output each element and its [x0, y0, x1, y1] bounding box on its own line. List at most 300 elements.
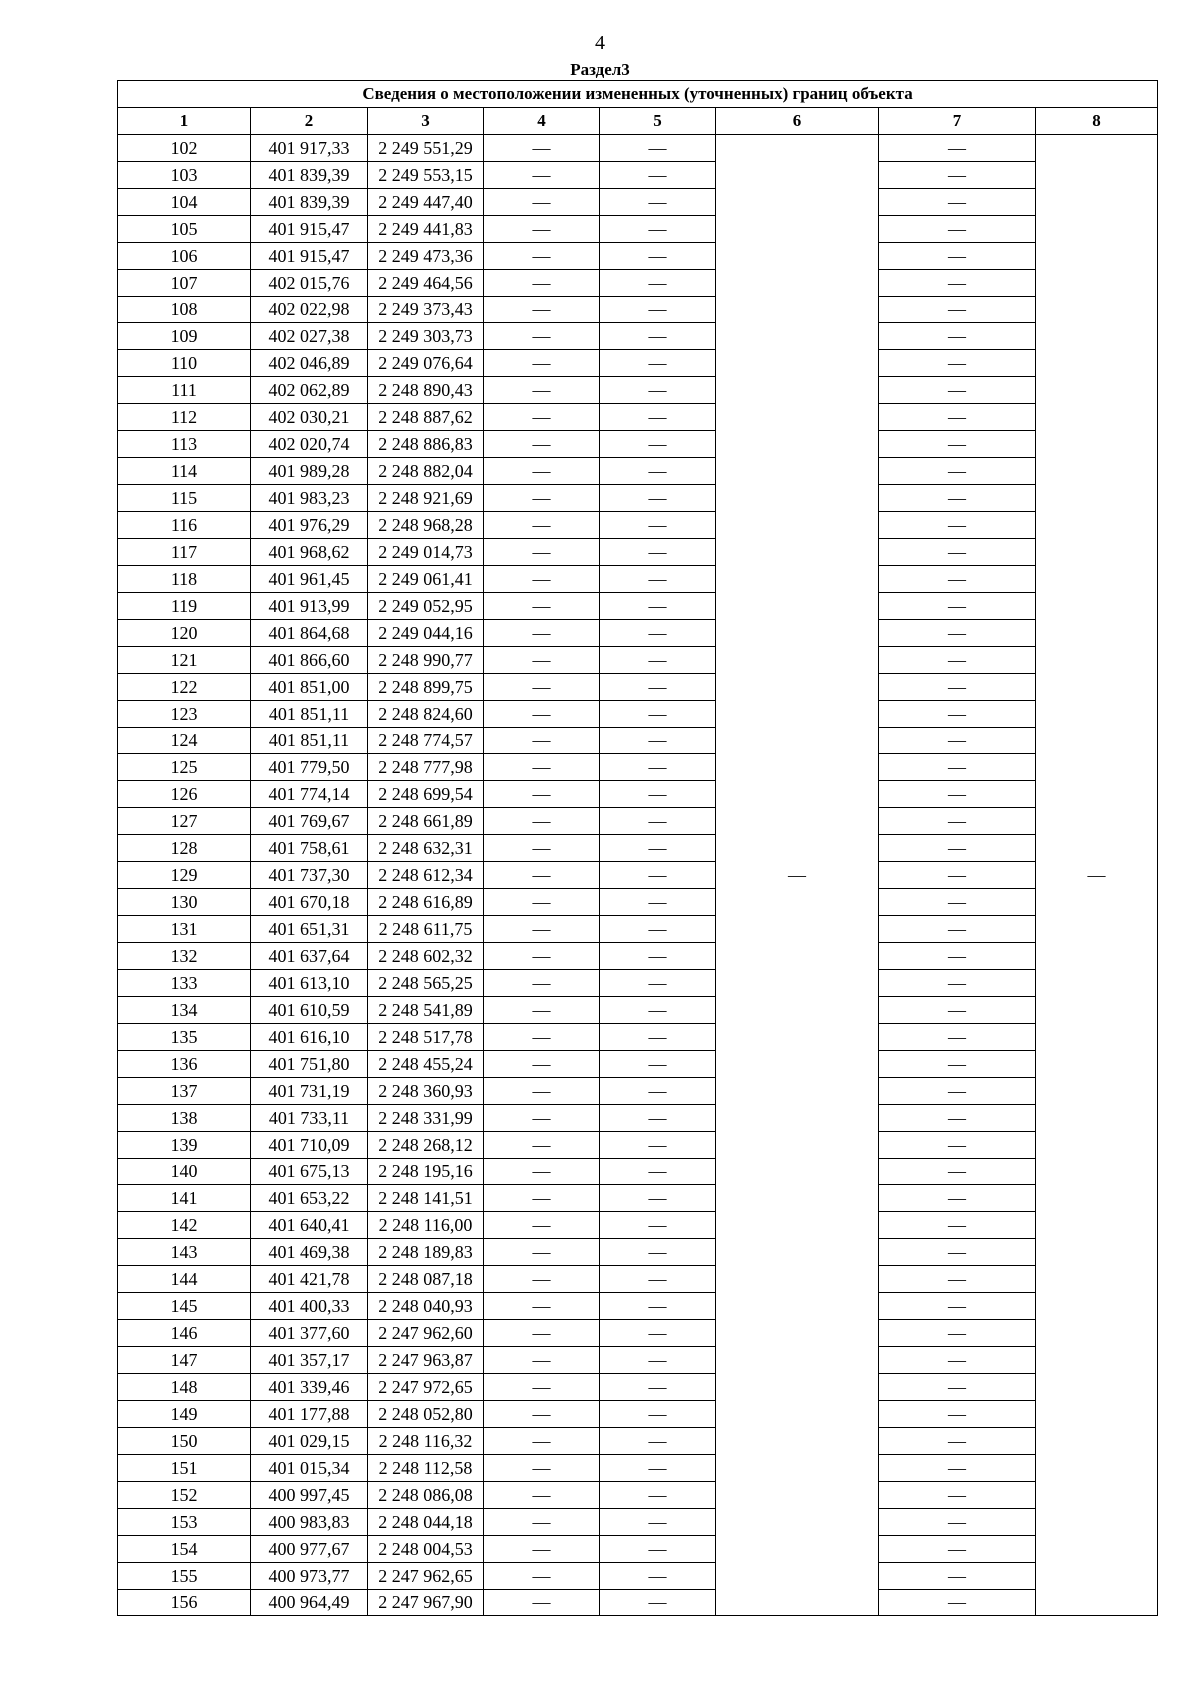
x-coordinate-cell: 401 421,78 [251, 1266, 368, 1293]
column-5-cell: — [600, 1535, 716, 1562]
column-5-cell: — [600, 835, 716, 862]
column-4-cell: — [484, 161, 600, 188]
column-7-cell: — [879, 1185, 1036, 1212]
column-4-cell: — [484, 188, 600, 215]
y-coordinate-cell: 2 248 699,54 [368, 781, 484, 808]
point-number-cell: 141 [118, 1185, 251, 1212]
y-coordinate-cell: 2 248 882,04 [368, 458, 484, 485]
column-4-cell: — [484, 1454, 600, 1481]
column-4-cell: — [484, 1589, 600, 1616]
point-number-cell: 117 [118, 538, 251, 565]
column-7-cell: — [879, 538, 1036, 565]
y-coordinate-cell: 2 249 061,41 [368, 565, 484, 592]
column-7-cell: — [879, 889, 1036, 916]
point-number-cell: 153 [118, 1508, 251, 1535]
coordinates-table [117, 80, 1158, 1616]
column-7-cell: — [879, 1400, 1036, 1427]
column-5-cell: — [600, 592, 716, 619]
column-5-cell: — [600, 996, 716, 1023]
column-4-cell: — [484, 377, 600, 404]
point-number-cell: 140 [118, 1158, 251, 1185]
x-coordinate-cell: 400 964,49 [251, 1589, 368, 1616]
x-coordinate-cell: 401 733,11 [251, 1104, 368, 1131]
y-coordinate-cell: 2 248 565,25 [368, 969, 484, 996]
y-coordinate-cell: 2 248 616,89 [368, 889, 484, 916]
table-row [118, 1131, 1158, 1158]
column-4-cell: — [484, 1266, 600, 1293]
y-coordinate-cell: 2 248 990,77 [368, 646, 484, 673]
table-row [118, 619, 1158, 646]
point-number-cell: 118 [118, 565, 251, 592]
column-4-cell: — [484, 512, 600, 539]
point-number-cell: 105 [118, 215, 251, 242]
x-coordinate-cell: 401 400,33 [251, 1293, 368, 1320]
table-row [118, 404, 1158, 431]
x-coordinate-cell: 401 675,13 [251, 1158, 368, 1185]
column-5-cell: — [600, 1454, 716, 1481]
x-coordinate-cell: 401 640,41 [251, 1212, 368, 1239]
table-row [118, 969, 1158, 996]
point-number-cell: 106 [118, 242, 251, 269]
column-5-cell: — [600, 1293, 716, 1320]
column-7-cell: — [879, 1023, 1036, 1050]
x-coordinate-cell: 401 976,29 [251, 512, 368, 539]
y-coordinate-cell: 2 248 611,75 [368, 916, 484, 943]
y-coordinate-cell: 2 247 967,90 [368, 1589, 484, 1616]
table-row [118, 1481, 1158, 1508]
y-coordinate-cell: 2 247 963,87 [368, 1347, 484, 1374]
table-row [118, 538, 1158, 565]
column-4-cell: — [484, 1374, 600, 1401]
table-row [118, 754, 1158, 781]
column-5-cell: — [600, 1158, 716, 1185]
table-row [118, 1293, 1158, 1320]
y-coordinate-cell: 2 248 777,98 [368, 754, 484, 781]
table-row [118, 727, 1158, 754]
point-number-cell: 150 [118, 1427, 251, 1454]
table-row [118, 1266, 1158, 1293]
column-5-cell: — [600, 458, 716, 485]
column-7-cell: — [879, 404, 1036, 431]
y-coordinate-cell: 2 248 455,24 [368, 1050, 484, 1077]
column-4-cell: — [484, 916, 600, 943]
column-5-cell: — [600, 754, 716, 781]
column-5-cell: — [600, 700, 716, 727]
column-4-cell: — [484, 646, 600, 673]
table-row [118, 808, 1158, 835]
x-coordinate-cell: 401 651,31 [251, 916, 368, 943]
column-5-cell: — [600, 1239, 716, 1266]
column-header: 2 [251, 107, 368, 134]
column-7-cell: — [879, 592, 1036, 619]
column-4-cell: — [484, 404, 600, 431]
column-5-cell: — [600, 727, 716, 754]
column-4-cell: — [484, 269, 600, 296]
x-coordinate-cell: 401 377,60 [251, 1320, 368, 1347]
column-7-cell: — [879, 269, 1036, 296]
table-row [118, 1104, 1158, 1131]
x-coordinate-cell: 402 022,98 [251, 296, 368, 323]
table-row [118, 215, 1158, 242]
column-7-cell: — [879, 1050, 1036, 1077]
column-5-cell: — [600, 1374, 716, 1401]
column-4-cell: — [484, 242, 600, 269]
column-7-cell: — [879, 862, 1036, 889]
y-coordinate-cell: 2 248 044,18 [368, 1508, 484, 1535]
point-number-cell: 144 [118, 1266, 251, 1293]
x-coordinate-cell: 401 737,30 [251, 862, 368, 889]
x-coordinate-cell: 401 913,99 [251, 592, 368, 619]
column-7-cell: — [879, 1481, 1036, 1508]
column-5-cell: — [600, 161, 716, 188]
column-5-cell: — [600, 1050, 716, 1077]
point-number-cell: 143 [118, 1239, 251, 1266]
column-7-cell: — [879, 754, 1036, 781]
column-4-cell: — [484, 1239, 600, 1266]
table-row [118, 377, 1158, 404]
y-coordinate-cell: 2 248 774,57 [368, 727, 484, 754]
column-7-cell: — [879, 619, 1036, 646]
table-row [118, 1427, 1158, 1454]
column-4-cell: — [484, 458, 600, 485]
column-4-cell: — [484, 296, 600, 323]
table-row [118, 1158, 1158, 1185]
x-coordinate-cell: 401 774,14 [251, 781, 368, 808]
column-4-cell: — [484, 538, 600, 565]
table-row [118, 1185, 1158, 1212]
y-coordinate-cell: 2 248 661,89 [368, 808, 484, 835]
column-4-cell: — [484, 1320, 600, 1347]
table-row [118, 916, 1158, 943]
column-7-cell: — [879, 134, 1036, 161]
column-4-cell: — [484, 350, 600, 377]
table-row [118, 1212, 1158, 1239]
y-coordinate-cell: 2 249 014,73 [368, 538, 484, 565]
column-7-cell: — [879, 1320, 1036, 1347]
x-coordinate-cell: 401 610,59 [251, 996, 368, 1023]
point-number-cell: 126 [118, 781, 251, 808]
table-row [118, 1023, 1158, 1050]
column-5-cell: — [600, 889, 716, 916]
column-7-cell: — [879, 1562, 1036, 1589]
point-number-cell: 109 [118, 323, 251, 350]
column-7-cell: — [879, 916, 1036, 943]
column-5-cell: — [600, 1104, 716, 1131]
table-caption: Сведения о местоположении измененных (уточненных) границ объекта [118, 81, 1158, 108]
point-number-cell: 110 [118, 350, 251, 377]
x-coordinate-cell: 401 915,47 [251, 242, 368, 269]
x-coordinate-cell: 400 977,67 [251, 1535, 368, 1562]
point-number-cell: 152 [118, 1481, 251, 1508]
column-7-cell: — [879, 1077, 1036, 1104]
point-number-cell: 114 [118, 458, 251, 485]
column-4-cell: — [484, 969, 600, 996]
point-number-cell: 111 [118, 377, 251, 404]
column-5-cell: — [600, 1212, 716, 1239]
point-number-cell: 128 [118, 835, 251, 862]
point-number-cell: 155 [118, 1562, 251, 1589]
column-5-cell: — [600, 512, 716, 539]
y-coordinate-cell: 2 248 612,34 [368, 862, 484, 889]
column-header: 3 [368, 107, 484, 134]
table-row [118, 781, 1158, 808]
point-number-cell: 133 [118, 969, 251, 996]
column-7-cell: — [879, 1508, 1036, 1535]
column-4-cell: — [484, 1481, 600, 1508]
y-coordinate-cell: 2 248 517,78 [368, 1023, 484, 1050]
column-7-cell: — [879, 1158, 1036, 1185]
point-number-cell: 134 [118, 996, 251, 1023]
column-4-cell: — [484, 1400, 600, 1427]
x-coordinate-cell: 400 983,83 [251, 1508, 368, 1535]
x-coordinate-cell: 401 751,80 [251, 1050, 368, 1077]
x-coordinate-cell: 401 710,09 [251, 1131, 368, 1158]
x-coordinate-cell: 401 983,23 [251, 485, 368, 512]
table-row [118, 592, 1158, 619]
table-row [118, 1050, 1158, 1077]
column-header: 4 [484, 107, 600, 134]
column-7-cell: — [879, 1266, 1036, 1293]
x-coordinate-cell: 401 029,15 [251, 1427, 368, 1454]
point-number-cell: 103 [118, 161, 251, 188]
point-number-cell: 119 [118, 592, 251, 619]
column-7-cell: — [879, 1454, 1036, 1481]
table-row [118, 1508, 1158, 1535]
point-number-cell: 127 [118, 808, 251, 835]
column-4-cell: — [484, 808, 600, 835]
column-5-cell: — [600, 377, 716, 404]
column-4-cell: — [484, 323, 600, 350]
column-7-cell: — [879, 1347, 1036, 1374]
y-coordinate-cell: 2 248 632,31 [368, 835, 484, 862]
column-5-cell: — [600, 673, 716, 700]
point-number-cell: 121 [118, 646, 251, 673]
point-number-cell: 125 [118, 754, 251, 781]
point-number-cell: 130 [118, 889, 251, 916]
table-row [118, 458, 1158, 485]
column-5-cell: — [600, 565, 716, 592]
column-5-cell: — [600, 215, 716, 242]
column-7-cell: — [879, 1131, 1036, 1158]
point-number-cell: 123 [118, 700, 251, 727]
column-header-row [118, 107, 1158, 134]
page-number: 4 [595, 32, 605, 54]
y-coordinate-cell: 2 249 052,95 [368, 592, 484, 619]
column-7-cell: — [879, 188, 1036, 215]
column-4-cell: — [484, 565, 600, 592]
y-coordinate-cell: 2 248 040,93 [368, 1293, 484, 1320]
column-5-cell: — [600, 1131, 716, 1158]
column-5-cell: — [600, 323, 716, 350]
y-coordinate-cell: 2 248 004,53 [368, 1535, 484, 1562]
column-5-cell: — [600, 1185, 716, 1212]
column-5-cell: — [600, 781, 716, 808]
x-coordinate-cell: 401 989,28 [251, 458, 368, 485]
x-coordinate-cell: 401 339,46 [251, 1374, 368, 1401]
column-7-cell: — [879, 1374, 1036, 1401]
table-row [118, 889, 1158, 916]
point-number-cell: 104 [118, 188, 251, 215]
point-number-cell: 131 [118, 916, 251, 943]
column-4-cell: — [484, 1050, 600, 1077]
column-5-cell: — [600, 296, 716, 323]
point-number-cell: 145 [118, 1293, 251, 1320]
point-number-cell: 124 [118, 727, 251, 754]
point-number-cell: 139 [118, 1131, 251, 1158]
table-row [118, 512, 1158, 539]
point-number-cell: 138 [118, 1104, 251, 1131]
x-coordinate-cell: 401 758,61 [251, 835, 368, 862]
column-5-cell: — [600, 431, 716, 458]
column-5-cell: — [600, 1562, 716, 1589]
column-5-cell: — [600, 1589, 716, 1616]
table-row [118, 350, 1158, 377]
x-coordinate-cell: 401 616,10 [251, 1023, 368, 1050]
point-number-cell: 122 [118, 673, 251, 700]
point-number-cell: 136 [118, 1050, 251, 1077]
point-number-cell: 148 [118, 1374, 251, 1401]
x-coordinate-cell: 401 731,19 [251, 1077, 368, 1104]
table-row [118, 1400, 1158, 1427]
table-row [118, 188, 1158, 215]
column-5-cell: — [600, 1320, 716, 1347]
x-coordinate-cell: 401 915,47 [251, 215, 368, 242]
column-5-cell: — [600, 242, 716, 269]
column-7-cell: — [879, 431, 1036, 458]
y-coordinate-cell: 2 248 189,83 [368, 1239, 484, 1266]
point-number-cell: 116 [118, 512, 251, 539]
y-coordinate-cell: 2 248 541,89 [368, 996, 484, 1023]
x-coordinate-cell: 402 020,74 [251, 431, 368, 458]
table-row [118, 1347, 1158, 1374]
point-number-cell: 137 [118, 1077, 251, 1104]
column-7-cell: — [879, 727, 1036, 754]
y-coordinate-cell: 2 249 441,83 [368, 215, 484, 242]
column-4-cell: — [484, 1131, 600, 1158]
column-7-cell: — [879, 1239, 1036, 1266]
table-row [118, 323, 1158, 350]
table-row [118, 134, 1158, 161]
column-5-cell: — [600, 404, 716, 431]
y-coordinate-cell: 2 248 890,43 [368, 377, 484, 404]
column-4-cell: — [484, 862, 600, 889]
column-4-cell: — [484, 835, 600, 862]
point-number-cell: 107 [118, 269, 251, 296]
point-number-cell: 112 [118, 404, 251, 431]
column-4-cell: — [484, 754, 600, 781]
y-coordinate-cell: 2 247 962,60 [368, 1320, 484, 1347]
y-coordinate-cell: 2 248 602,32 [368, 943, 484, 970]
column-5-cell: — [600, 134, 716, 161]
column-4-cell: — [484, 485, 600, 512]
table-row [118, 1239, 1158, 1266]
column-7-cell: — [879, 458, 1036, 485]
column-7-cell: — [879, 565, 1036, 592]
column-7-cell: — [879, 1589, 1036, 1616]
column-7-cell: — [879, 377, 1036, 404]
x-coordinate-cell: 401 637,64 [251, 943, 368, 970]
table-row [118, 700, 1158, 727]
column-4-cell: — [484, 996, 600, 1023]
column-7-cell: — [879, 808, 1036, 835]
table-row [118, 835, 1158, 862]
column-7-cell: — [879, 781, 1036, 808]
column-7-cell: — [879, 646, 1036, 673]
column-4-cell: — [484, 1427, 600, 1454]
column-4-cell: — [484, 1508, 600, 1535]
x-coordinate-cell: 401 851,00 [251, 673, 368, 700]
x-coordinate-cell: 401 917,33 [251, 134, 368, 161]
table-row [118, 862, 1158, 889]
column-4-cell: — [484, 1077, 600, 1104]
y-coordinate-cell: 2 248 899,75 [368, 673, 484, 700]
y-coordinate-cell: 2 249 076,64 [368, 350, 484, 377]
table-row [118, 242, 1158, 269]
point-number-cell: 146 [118, 1320, 251, 1347]
column-7-cell: — [879, 215, 1036, 242]
column-6-merged-cell: — [716, 134, 879, 1616]
column-7-cell: — [879, 512, 1036, 539]
point-number-cell: 151 [118, 1454, 251, 1481]
y-coordinate-cell: 2 248 268,12 [368, 1131, 484, 1158]
column-5-cell: — [600, 269, 716, 296]
column-7-cell: — [879, 943, 1036, 970]
section-title: Раздел3 [570, 60, 630, 79]
table-row [118, 296, 1158, 323]
table-row [118, 269, 1158, 296]
table-row [118, 565, 1158, 592]
table-row [118, 996, 1158, 1023]
y-coordinate-cell: 2 248 921,69 [368, 485, 484, 512]
y-coordinate-cell: 2 248 887,62 [368, 404, 484, 431]
column-4-cell: — [484, 781, 600, 808]
y-coordinate-cell: 2 248 112,58 [368, 1454, 484, 1481]
x-coordinate-cell: 401 177,88 [251, 1400, 368, 1427]
column-5-cell: — [600, 1347, 716, 1374]
column-7-cell: — [879, 1104, 1036, 1131]
table-row [118, 1589, 1158, 1616]
table-row [118, 646, 1158, 673]
y-coordinate-cell: 2 248 141,51 [368, 1185, 484, 1212]
y-coordinate-cell: 2 249 551,29 [368, 134, 484, 161]
y-coordinate-cell: 2 248 116,00 [368, 1212, 484, 1239]
y-coordinate-cell: 2 248 331,99 [368, 1104, 484, 1131]
y-coordinate-cell: 2 249 447,40 [368, 188, 484, 215]
table-row [118, 1454, 1158, 1481]
table-body [118, 134, 1158, 1616]
column-4-cell: — [484, 1293, 600, 1320]
column-7-cell: — [879, 1293, 1036, 1320]
column-5-cell: — [600, 1266, 716, 1293]
column-4-cell: — [484, 943, 600, 970]
point-number-cell: 129 [118, 862, 251, 889]
column-7-cell: — [879, 1212, 1036, 1239]
x-coordinate-cell: 402 027,38 [251, 323, 368, 350]
y-coordinate-cell: 2 249 373,43 [368, 296, 484, 323]
x-coordinate-cell: 401 653,22 [251, 1185, 368, 1212]
column-7-cell: — [879, 969, 1036, 996]
x-coordinate-cell: 401 961,45 [251, 565, 368, 592]
column-7-cell: — [879, 673, 1036, 700]
y-coordinate-cell: 2 248 195,16 [368, 1158, 484, 1185]
column-4-cell: — [484, 134, 600, 161]
column-7-cell: — [879, 161, 1036, 188]
point-number-cell: 102 [118, 134, 251, 161]
x-coordinate-cell: 401 851,11 [251, 727, 368, 754]
point-number-cell: 135 [118, 1023, 251, 1050]
x-coordinate-cell: 402 030,21 [251, 404, 368, 431]
x-coordinate-cell: 400 997,45 [251, 1481, 368, 1508]
